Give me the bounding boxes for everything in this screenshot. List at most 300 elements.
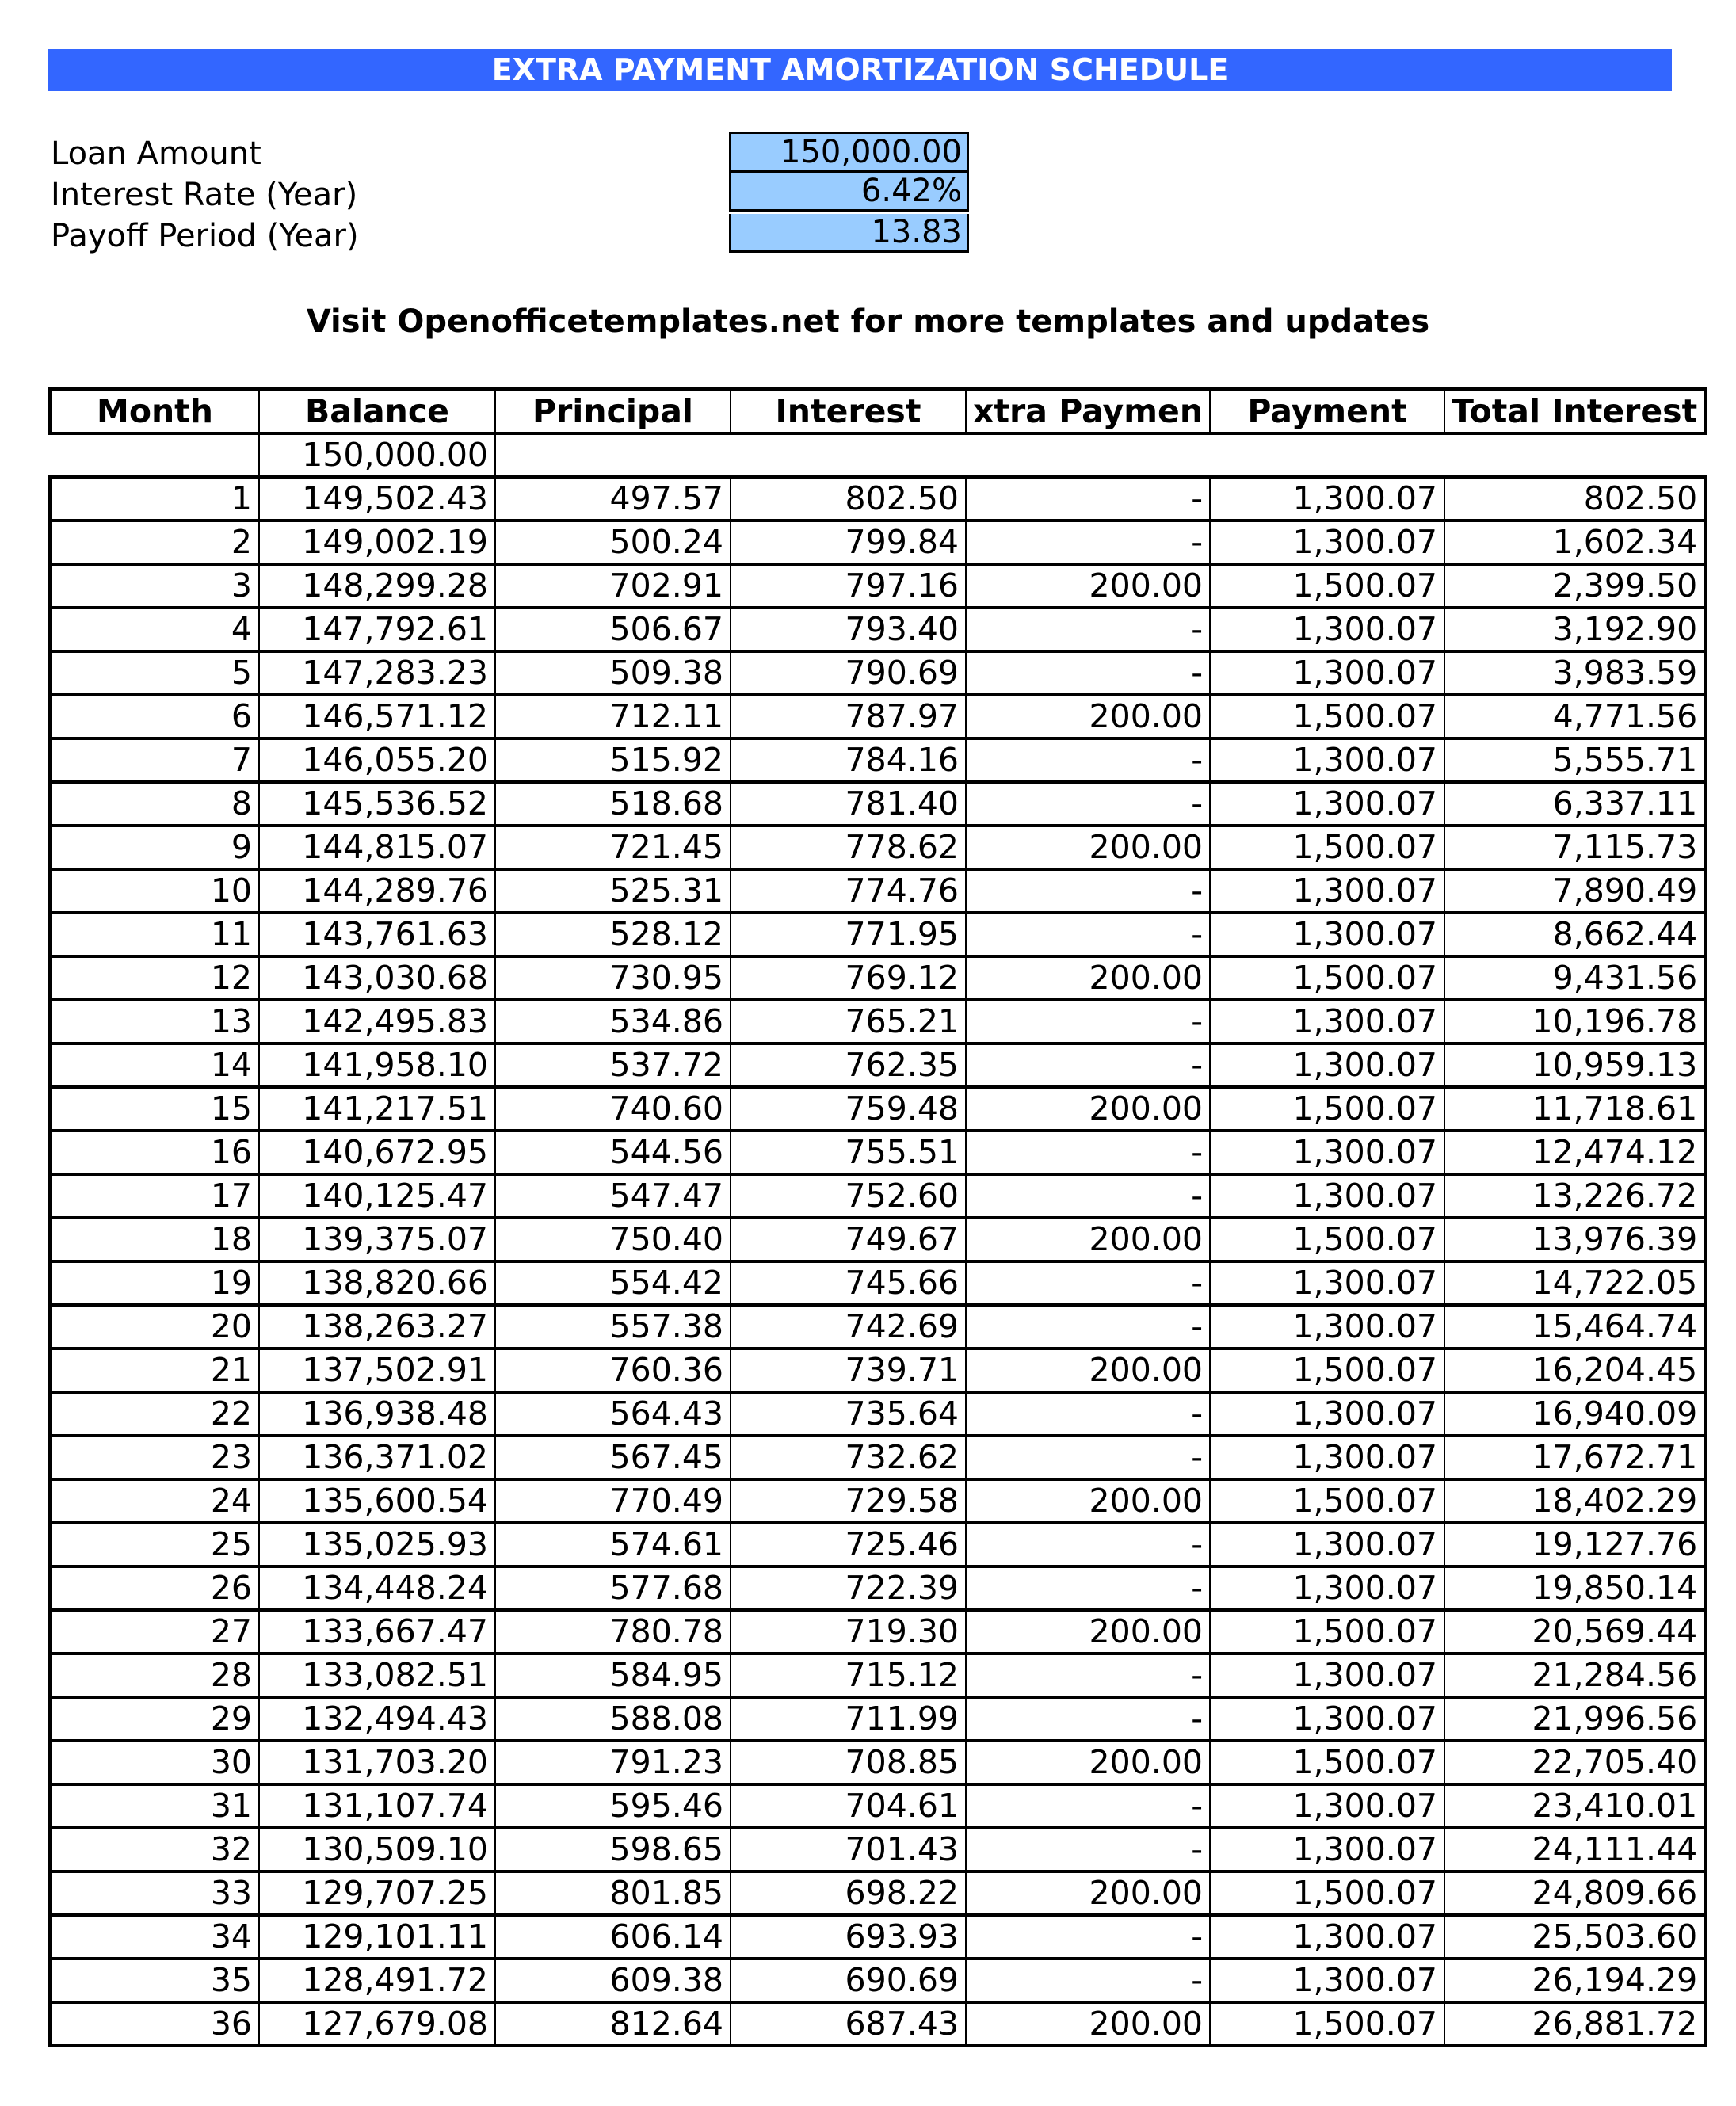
cell-interest: 749.67	[731, 1218, 966, 1261]
cell-extra-payment: -	[966, 1566, 1210, 1610]
cell-payment: 1,300.07	[1210, 738, 1444, 782]
cell-balance: 148,299.28	[259, 564, 495, 608]
cell-principal: 557.38	[495, 1305, 731, 1349]
table-row	[50, 1349, 1705, 1392]
cell-month: 7	[50, 738, 259, 782]
cell-month: 8	[50, 782, 259, 826]
cell-extra-payment: 200.00	[966, 1218, 1210, 1261]
cell-balance: 129,707.25	[259, 1871, 495, 1915]
cell-balance: 133,667.47	[259, 1610, 495, 1654]
table-row	[50, 738, 1705, 782]
cell-principal: 712.11	[495, 695, 731, 738]
payoff-period-label: Payoff Period (Year)	[51, 218, 359, 254]
cell-principal: 506.67	[495, 608, 731, 651]
cell-payment: 1,300.07	[1210, 1000, 1444, 1043]
cell-month: 4	[50, 608, 259, 651]
table-row	[50, 1174, 1705, 1218]
cell-month: 1	[50, 477, 259, 521]
cell-principal: 518.68	[495, 782, 731, 826]
cell-payment: 1,500.07	[1210, 826, 1444, 869]
cell-extra-payment: -	[966, 869, 1210, 913]
header-balance: Balance	[259, 389, 495, 433]
cell-payment: 1,500.07	[1210, 956, 1444, 1000]
cell-payment: 1,300.07	[1210, 608, 1444, 651]
cell-principal: 509.38	[495, 651, 731, 695]
cell-principal: 544.56	[495, 1131, 731, 1174]
cell-payment: 1,300.07	[1210, 1261, 1444, 1305]
cell-total-interest: 8,662.44	[1444, 913, 1705, 956]
cell-total-interest: 11,718.61	[1444, 1087, 1705, 1131]
cell-balance: 135,600.54	[259, 1479, 495, 1523]
cell-interest: 739.71	[731, 1349, 966, 1392]
cell-interest: 735.64	[731, 1392, 966, 1436]
cell-month: 34	[50, 1915, 259, 1959]
cell-total-interest: 10,959.13	[1444, 1043, 1705, 1087]
cell-balance: 135,025.93	[259, 1523, 495, 1566]
cell-interest: 755.51	[731, 1131, 966, 1174]
cell-balance: 149,002.19	[259, 521, 495, 564]
cell-extra-payment: -	[966, 1043, 1210, 1087]
cell-balance: 131,107.74	[259, 1784, 495, 1828]
schedule-title: EXTRA PAYMENT AMORTIZATION SCHEDULE	[48, 49, 1672, 91]
cell-month: 31	[50, 1784, 259, 1828]
cell-month: 6	[50, 695, 259, 738]
cell-total-interest: 22,705.40	[1444, 1741, 1705, 1784]
cell-extra-payment: -	[966, 1174, 1210, 1218]
header-total-interest: Total Interest	[1444, 389, 1705, 433]
cell-principal: 588.08	[495, 1697, 731, 1741]
cell-payment: 1,500.07	[1210, 1479, 1444, 1523]
cell-payment: 1,300.07	[1210, 1174, 1444, 1218]
cell-month: 14	[50, 1043, 259, 1087]
cell-balance: 149,502.43	[259, 477, 495, 521]
empty-cell	[50, 433, 259, 477]
cell-month: 23	[50, 1436, 259, 1479]
table-row	[50, 2002, 1705, 2046]
cell-balance: 136,371.02	[259, 1436, 495, 1479]
cell-month: 33	[50, 1871, 259, 1915]
payoff-period-input[interactable]: 13.83	[729, 214, 969, 253]
cell-total-interest: 26,881.72	[1444, 2002, 1705, 2046]
cell-principal: 801.85	[495, 1871, 731, 1915]
table-row	[50, 1392, 1705, 1436]
cell-payment: 1,300.07	[1210, 1043, 1444, 1087]
header-row	[50, 389, 1705, 433]
cell-interest: 752.60	[731, 1174, 966, 1218]
cell-total-interest: 3,983.59	[1444, 651, 1705, 695]
cell-total-interest: 12,474.12	[1444, 1131, 1705, 1174]
cell-month: 13	[50, 1000, 259, 1043]
cell-payment: 1,500.07	[1210, 1349, 1444, 1392]
header-extra-payment: xtra Paymen	[966, 389, 1210, 433]
cell-balance: 132,494.43	[259, 1697, 495, 1741]
cell-extra-payment: -	[966, 1436, 1210, 1479]
cell-total-interest: 23,410.01	[1444, 1784, 1705, 1828]
cell-month: 12	[50, 956, 259, 1000]
cell-month: 2	[50, 521, 259, 564]
cell-principal: 534.86	[495, 1000, 731, 1043]
cell-interest: 778.62	[731, 826, 966, 869]
cell-month: 30	[50, 1741, 259, 1784]
cell-extra-payment: -	[966, 1959, 1210, 2002]
cell-interest: 701.43	[731, 1828, 966, 1871]
table-row	[50, 1610, 1705, 1654]
cell-interest: 765.21	[731, 1000, 966, 1043]
table-row	[50, 1479, 1705, 1523]
cell-interest: 715.12	[731, 1654, 966, 1697]
cell-month: 24	[50, 1479, 259, 1523]
cell-total-interest: 14,722.05	[1444, 1261, 1705, 1305]
cell-principal: 567.45	[495, 1436, 731, 1479]
cell-total-interest: 2,399.50	[1444, 564, 1705, 608]
cell-payment: 1,300.07	[1210, 782, 1444, 826]
cell-principal: 574.61	[495, 1523, 731, 1566]
cell-interest: 784.16	[731, 738, 966, 782]
table-row	[50, 695, 1705, 738]
cell-payment: 1,300.07	[1210, 1566, 1444, 1610]
table-row	[50, 1828, 1705, 1871]
table-row	[50, 869, 1705, 913]
cell-total-interest: 15,464.74	[1444, 1305, 1705, 1349]
cell-balance: 147,792.61	[259, 608, 495, 651]
cell-payment: 1,300.07	[1210, 1523, 1444, 1566]
cell-month: 5	[50, 651, 259, 695]
cell-total-interest: 13,226.72	[1444, 1174, 1705, 1218]
cell-balance: 144,815.07	[259, 826, 495, 869]
cell-principal: 760.36	[495, 1349, 731, 1392]
cell-balance: 138,263.27	[259, 1305, 495, 1349]
table-row	[50, 521, 1705, 564]
cell-total-interest: 19,127.76	[1444, 1523, 1705, 1566]
table-row	[50, 1741, 1705, 1784]
cell-month: 19	[50, 1261, 259, 1305]
cell-payment: 1,300.07	[1210, 477, 1444, 521]
cell-extra-payment: -	[966, 1828, 1210, 1871]
cell-month: 20	[50, 1305, 259, 1349]
cell-balance: 140,672.95	[259, 1131, 495, 1174]
cell-extra-payment: -	[966, 608, 1210, 651]
cell-extra-payment: -	[966, 1392, 1210, 1436]
cell-extra-payment: 200.00	[966, 1349, 1210, 1392]
table-row	[50, 1436, 1705, 1479]
cell-total-interest: 18,402.29	[1444, 1479, 1705, 1523]
cell-payment: 1,300.07	[1210, 1915, 1444, 1959]
table-row	[50, 1697, 1705, 1741]
cell-balance: 129,101.11	[259, 1915, 495, 1959]
cell-payment: 1,500.07	[1210, 2002, 1444, 2046]
cell-balance: 139,375.07	[259, 1218, 495, 1261]
cell-payment: 1,300.07	[1210, 651, 1444, 695]
table-row	[50, 956, 1705, 1000]
cell-principal: 584.95	[495, 1654, 731, 1697]
header-principal: Principal	[495, 389, 731, 433]
cell-payment: 1,500.07	[1210, 1610, 1444, 1654]
table-row	[50, 1915, 1705, 1959]
cell-interest: 769.12	[731, 956, 966, 1000]
cell-payment: 1,500.07	[1210, 1871, 1444, 1915]
cell-total-interest: 13,976.39	[1444, 1218, 1705, 1261]
cell-total-interest: 20,569.44	[1444, 1610, 1705, 1654]
table-row	[50, 1305, 1705, 1349]
cell-balance: 145,536.52	[259, 782, 495, 826]
cell-month: 36	[50, 2002, 259, 2046]
cell-payment: 1,300.07	[1210, 1305, 1444, 1349]
table-row	[50, 477, 1705, 521]
cell-interest: 799.84	[731, 521, 966, 564]
cell-principal: 528.12	[495, 913, 731, 956]
cell-month: 26	[50, 1566, 259, 1610]
cell-principal: 577.68	[495, 1566, 731, 1610]
cell-interest: 708.85	[731, 1741, 966, 1784]
table-row	[50, 1218, 1705, 1261]
table-row	[50, 1959, 1705, 2002]
cell-total-interest: 802.50	[1444, 477, 1705, 521]
cell-interest: 711.99	[731, 1697, 966, 1741]
cell-total-interest: 19,850.14	[1444, 1566, 1705, 1610]
cell-total-interest: 16,940.09	[1444, 1392, 1705, 1436]
cell-extra-payment: 200.00	[966, 1087, 1210, 1131]
cell-payment: 1,300.07	[1210, 521, 1444, 564]
cell-interest: 762.35	[731, 1043, 966, 1087]
cell-month: 16	[50, 1131, 259, 1174]
cell-total-interest: 21,996.56	[1444, 1697, 1705, 1741]
cell-month: 10	[50, 869, 259, 913]
cell-extra-payment: -	[966, 651, 1210, 695]
cell-total-interest: 17,672.71	[1444, 1436, 1705, 1479]
table-row	[50, 782, 1705, 826]
cell-month: 35	[50, 1959, 259, 2002]
table-row	[50, 651, 1705, 695]
cell-payment: 1,500.07	[1210, 1218, 1444, 1261]
cell-total-interest: 24,111.44	[1444, 1828, 1705, 1871]
cell-principal: 750.40	[495, 1218, 731, 1261]
cell-extra-payment: 200.00	[966, 826, 1210, 869]
cell-total-interest: 7,890.49	[1444, 869, 1705, 913]
cell-extra-payment: -	[966, 738, 1210, 782]
cell-payment: 1,500.07	[1210, 564, 1444, 608]
cell-month: 22	[50, 1392, 259, 1436]
cell-total-interest: 26,194.29	[1444, 1959, 1705, 2002]
cell-principal: 595.46	[495, 1784, 731, 1828]
amortization-table	[48, 387, 1707, 2047]
cell-payment: 1,300.07	[1210, 1654, 1444, 1697]
cell-principal: 730.95	[495, 956, 731, 1000]
cell-extra-payment: 200.00	[966, 2002, 1210, 2046]
interest-rate-input[interactable]: 6.42%	[729, 173, 969, 212]
cell-interest: 742.69	[731, 1305, 966, 1349]
cell-balance: 128,491.72	[259, 1959, 495, 2002]
cell-balance: 138,820.66	[259, 1261, 495, 1305]
cell-principal: 770.49	[495, 1479, 731, 1523]
table-row	[50, 1043, 1705, 1087]
cell-payment: 1,300.07	[1210, 1131, 1444, 1174]
cell-interest: 790.69	[731, 651, 966, 695]
cell-principal: 547.47	[495, 1174, 731, 1218]
cell-principal: 554.42	[495, 1261, 731, 1305]
header-month: Month	[50, 389, 259, 433]
cell-principal: 515.92	[495, 738, 731, 782]
cell-balance: 143,761.63	[259, 913, 495, 956]
cell-principal: 740.60	[495, 1087, 731, 1131]
cell-month: 25	[50, 1523, 259, 1566]
cell-extra-payment: 200.00	[966, 695, 1210, 738]
cell-principal: 525.31	[495, 869, 731, 913]
cell-principal: 791.23	[495, 1741, 731, 1784]
table-row	[50, 1000, 1705, 1043]
cell-payment: 1,500.07	[1210, 1741, 1444, 1784]
cell-payment: 1,500.07	[1210, 1087, 1444, 1131]
cell-month: 3	[50, 564, 259, 608]
cell-interest: 690.69	[731, 1959, 966, 2002]
cell-principal: 721.45	[495, 826, 731, 869]
cell-interest: 745.66	[731, 1261, 966, 1305]
cell-payment: 1,300.07	[1210, 1784, 1444, 1828]
cell-extra-payment: -	[966, 521, 1210, 564]
cell-total-interest: 1,602.34	[1444, 521, 1705, 564]
table-row	[50, 1871, 1705, 1915]
table-row	[50, 1131, 1705, 1174]
cell-interest: 774.76	[731, 869, 966, 913]
table-row	[50, 1566, 1705, 1610]
cell-principal: 598.65	[495, 1828, 731, 1871]
cell-principal: 537.72	[495, 1043, 731, 1087]
table-row	[50, 913, 1705, 956]
cell-extra-payment: -	[966, 1654, 1210, 1697]
cell-balance: 134,448.24	[259, 1566, 495, 1610]
cell-principal: 609.38	[495, 1959, 731, 2002]
cell-extra-payment: 200.00	[966, 1610, 1210, 1654]
cell-payment: 1,300.07	[1210, 1436, 1444, 1479]
cell-balance: 133,082.51	[259, 1654, 495, 1697]
table-row	[50, 1087, 1705, 1131]
cell-payment: 1,300.07	[1210, 869, 1444, 913]
cell-balance: 146,571.12	[259, 695, 495, 738]
cell-interest: 693.93	[731, 1915, 966, 1959]
cell-interest: 704.61	[731, 1784, 966, 1828]
cell-balance: 143,030.68	[259, 956, 495, 1000]
table-row	[50, 1654, 1705, 1697]
cell-month: 15	[50, 1087, 259, 1131]
cell-month: 18	[50, 1218, 259, 1261]
cell-balance: 146,055.20	[259, 738, 495, 782]
starting-balance: 150,000.00	[259, 433, 495, 477]
cell-total-interest: 7,115.73	[1444, 826, 1705, 869]
cell-payment: 1,300.07	[1210, 1697, 1444, 1741]
cell-total-interest: 3,192.90	[1444, 608, 1705, 651]
cell-interest: 698.22	[731, 1871, 966, 1915]
visit-link-text: Visit Openofficetemplates.net for more templates and updates	[306, 303, 1430, 340]
cell-extra-payment: -	[966, 1697, 1210, 1741]
cell-balance: 141,958.10	[259, 1043, 495, 1087]
cell-balance: 141,217.51	[259, 1087, 495, 1131]
cell-extra-payment: 200.00	[966, 1871, 1210, 1915]
cell-principal: 500.24	[495, 521, 731, 564]
loan-amount-input[interactable]: 150,000.00	[729, 132, 969, 173]
table-row	[50, 1261, 1705, 1305]
cell-total-interest: 25,503.60	[1444, 1915, 1705, 1959]
empty-cell	[495, 433, 731, 477]
cell-interest: 793.40	[731, 608, 966, 651]
empty-cell	[731, 433, 966, 477]
cell-interest: 797.16	[731, 564, 966, 608]
cell-interest: 781.40	[731, 782, 966, 826]
cell-principal: 497.57	[495, 477, 731, 521]
cell-payment: 1,300.07	[1210, 1828, 1444, 1871]
cell-extra-payment: -	[966, 1523, 1210, 1566]
cell-month: 17	[50, 1174, 259, 1218]
cell-interest: 732.62	[731, 1436, 966, 1479]
cell-month: 27	[50, 1610, 259, 1654]
cell-extra-payment: -	[966, 1000, 1210, 1043]
cell-extra-payment: 200.00	[966, 1741, 1210, 1784]
table-row	[50, 564, 1705, 608]
cell-interest: 771.95	[731, 913, 966, 956]
cell-payment: 1,300.07	[1210, 913, 1444, 956]
cell-interest: 759.48	[731, 1087, 966, 1131]
cell-month: 29	[50, 1697, 259, 1741]
cell-principal: 702.91	[495, 564, 731, 608]
cell-interest: 787.97	[731, 695, 966, 738]
cell-extra-payment: -	[966, 782, 1210, 826]
cell-balance: 130,509.10	[259, 1828, 495, 1871]
cell-balance: 131,703.20	[259, 1741, 495, 1784]
table-row	[50, 826, 1705, 869]
loan-amount-label: Loan Amount	[51, 135, 261, 172]
cell-month: 11	[50, 913, 259, 956]
cell-principal: 780.78	[495, 1610, 731, 1654]
empty-cell	[966, 433, 1210, 477]
table-row	[50, 608, 1705, 651]
cell-total-interest: 21,284.56	[1444, 1654, 1705, 1697]
cell-total-interest: 16,204.45	[1444, 1349, 1705, 1392]
cell-month: 21	[50, 1349, 259, 1392]
cell-payment: 1,300.07	[1210, 1959, 1444, 2002]
cell-extra-payment: 200.00	[966, 564, 1210, 608]
cell-balance: 137,502.91	[259, 1349, 495, 1392]
cell-extra-payment: -	[966, 1305, 1210, 1349]
cell-total-interest: 6,337.11	[1444, 782, 1705, 826]
cell-extra-payment: -	[966, 1261, 1210, 1305]
cell-interest: 719.30	[731, 1610, 966, 1654]
cell-balance: 142,495.83	[259, 1000, 495, 1043]
cell-extra-payment: -	[966, 1915, 1210, 1959]
starting-balance-row	[50, 433, 1705, 477]
cell-total-interest: 24,809.66	[1444, 1871, 1705, 1915]
cell-total-interest: 10,196.78	[1444, 1000, 1705, 1043]
cell-month: 9	[50, 826, 259, 869]
cell-extra-payment: -	[966, 913, 1210, 956]
cell-extra-payment: 200.00	[966, 1479, 1210, 1523]
cell-extra-payment: -	[966, 1131, 1210, 1174]
cell-balance: 147,283.23	[259, 651, 495, 695]
cell-principal: 812.64	[495, 2002, 731, 2046]
cell-interest: 802.50	[731, 477, 966, 521]
cell-principal: 564.43	[495, 1392, 731, 1436]
cell-balance: 127,679.08	[259, 2002, 495, 2046]
interest-rate-label: Interest Rate (Year)	[51, 177, 358, 213]
cell-month: 32	[50, 1828, 259, 1871]
cell-balance: 144,289.76	[259, 869, 495, 913]
table-row	[50, 1523, 1705, 1566]
cell-balance: 136,938.48	[259, 1392, 495, 1436]
cell-month: 28	[50, 1654, 259, 1697]
cell-extra-payment: 200.00	[966, 956, 1210, 1000]
cell-payment: 1,300.07	[1210, 1392, 1444, 1436]
cell-total-interest: 5,555.71	[1444, 738, 1705, 782]
cell-total-interest: 4,771.56	[1444, 695, 1705, 738]
empty-cell	[1444, 433, 1705, 477]
header-interest: Interest	[731, 389, 966, 433]
